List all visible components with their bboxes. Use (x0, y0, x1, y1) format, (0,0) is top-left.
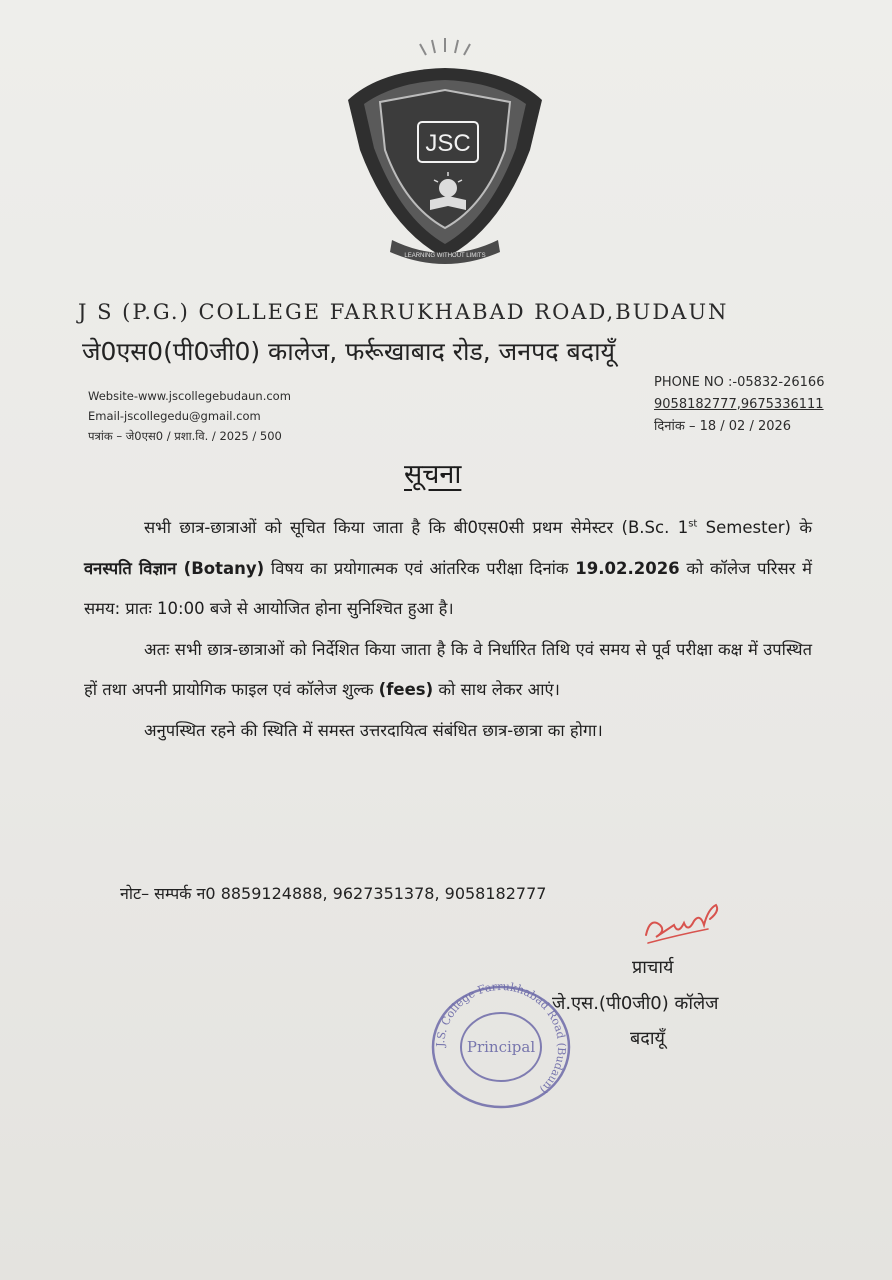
fees-word: (fees) (378, 680, 434, 699)
college-name-hindi: जे0एस0(पी0जी0) कालेज, फर्रूखाबाद रोड, जनपद बदायूँ (82, 337, 616, 366)
contact-left-block (88, 386, 291, 446)
phone-number: PHONE NO :-05832-26166 (654, 375, 825, 390)
para1-text-d: को कॉलेज परिसर में समय: प्रातः 10:00 बजे से आयोजित होना सुनिश्चित हुआ है। (84, 558, 813, 618)
para1-text-b: Semester) के (697, 518, 812, 537)
stamp-inner-text: Principal (466, 1038, 536, 1056)
stamp-outer-text: J.S. College Farrukhabad Road (Budaun) (433, 982, 569, 1097)
notice-paragraph-1 (84, 508, 812, 630)
college-name-english: J S (P.G.) COLLEGE FARRUKHABAD ROAD,BUDAUN (78, 300, 729, 324)
logo-motto: LEARNING WITHOUT LIMITS (404, 253, 486, 259)
notice-body (84, 508, 812, 751)
para2-text-a: अतः सभी छात्र-छात्राओं को निर्देशित किया जाता है कि वे निर्धारित तिथि एवं समय से पूर्व परीक्षा कक्ष में उपस्थित हों तथा अपनी प्रायोगिक फाइल एवं कॉलेज शुल्क (84, 639, 812, 699)
contact-note: नोट– सम्पर्क न0 8859124888, 9627351378, 9058182777 (120, 884, 547, 903)
para1-text-a: सभी छात्र-छात्राओं को सूचित किया जाता है कि बी0एस0सी प्रथम सेमेस्टर (B.Sc. 1 (144, 518, 689, 537)
contact-right-block (654, 372, 824, 438)
signatory-college: जे.एस.(पी0जी0) कॉलेज (552, 993, 719, 1014)
notice-paragraph-2 (84, 630, 812, 711)
signatory-place: बदायूँ (630, 1028, 665, 1049)
signatory-title: प्राचार्य (632, 957, 674, 978)
exam-date: 19.02.2026 (575, 558, 680, 578)
subject-name: वनस्पति विज्ञान (Botany) (84, 558, 265, 578)
principal-signature (638, 895, 728, 950)
notice-date: दिनांक – 18 / 02 / 2026 (654, 419, 792, 434)
para1-superscript: st (688, 518, 698, 530)
para2-text-b: को साथ लेकर आएं। (433, 680, 560, 699)
website-text: Website-www.jscollegebudaun.com (88, 389, 291, 403)
notice-paragraph-3: अनुपस्थित रहने की स्थिति में समस्त उत्तरदायित्व संबंधित छात्र-छात्रा का होगा। (144, 720, 603, 740)
logo-text: JSC (425, 130, 471, 157)
reference-number: पत्रांक – जे0एस0 / प्रशा.वि. / 2025 / 500 (88, 429, 282, 443)
para1-text-c: विषय का प्रयोगात्मक एवं आंतरिक परीक्षा दिनांक (264, 558, 576, 578)
email-text: Email-jscollegedu@gmail.com (88, 409, 261, 423)
notice-title: सूचना (404, 459, 462, 490)
principal-stamp (426, 982, 576, 1112)
mobile-numbers: 9058182777,9675336111 (654, 397, 824, 412)
college-crest-logo (340, 30, 550, 270)
